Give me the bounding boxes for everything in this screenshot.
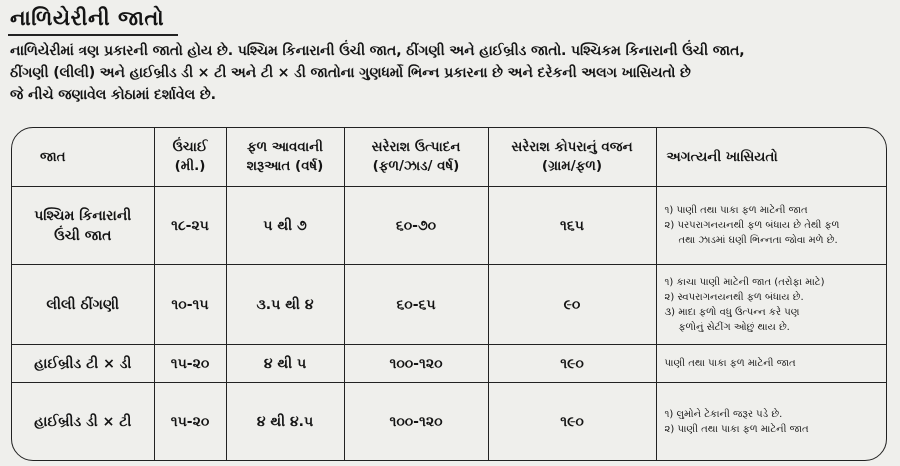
varieties-table-frame: [11, 127, 887, 461]
varieties-table: [12, 128, 886, 460]
cell-copra-weight: ૧૯૦: [488, 383, 656, 461]
cell-features: ૧) લુમોને ટેકાની જરૂર પડે છે. ૨) પાણી તથા પાકા ફળ માટેની જાત: [656, 383, 886, 461]
cell-bearing-start: ૫ થી ૭: [226, 187, 344, 265]
header-features: અગત્યની ખાસિયતો: [656, 128, 886, 187]
table-row: [12, 345, 886, 383]
page-title: નાળિયેરીની જાતો: [10, 6, 165, 30]
intro-line: જે નીચે જણાવેલ કોઠામાં દર્શાવેલ છે.: [10, 87, 216, 103]
header-bearing-start: ફળ આવવાની શરૂઆત (વર્ષ): [226, 128, 344, 187]
header-copra-weight: સરેરાશ કોપરાનું વજન (ગ્રામ/ફળ): [488, 128, 656, 187]
cell-avg-yield: ૬૦-૭૦: [344, 187, 488, 265]
cell-height: ૧૦-૧૫: [154, 265, 226, 345]
cell-bearing-start: ૪ થી ૫: [226, 345, 344, 383]
cell-variety: હાઈબ્રીડ ટી × ડી: [12, 345, 154, 383]
cell-avg-yield: ૧૦૦-૧૨૦: [344, 383, 488, 461]
header-variety: જાત: [12, 128, 154, 187]
cell-avg-yield: ૧૦૦-૧૨૦: [344, 345, 488, 383]
table-row: [12, 265, 886, 345]
cell-height: ૧૮-૨૫: [154, 187, 226, 265]
intro-line: ઠીંગણી (લીલી) અને હાઈબ્રીડ ડી × ટી અને ટી × ડી જાતોના ગુણધર્મો ભિન્ન પ્રકારના છે અને દરેકની અલગ ખાસિયતો છે: [10, 65, 691, 81]
cell-variety: હાઈબ્રીડ ડી × ટી: [12, 383, 154, 461]
cell-features: ૧) કાચા પાણી માટેની જાત (તરોફા માટે) ૨) સ્વપરાગનયનથી ફળ બંધાય છે. ૩) માદા ફળો વધુ ઉત્પન્ન કરે પણ ફળોનું સેટીંગ ઓછું થાય છે.: [656, 265, 886, 345]
intro-paragraph: [10, 40, 892, 106]
cell-avg-yield: ૬૦-૬૫: [344, 265, 488, 345]
table-row: [12, 383, 886, 461]
cell-bearing-start: ૪ થી ૪.૫: [226, 383, 344, 461]
cell-height: ૧૫-૨૦: [154, 383, 226, 461]
cell-features: પાણી તથા પાકા ફળ માટેની જાત: [656, 345, 886, 383]
table-header-row: [12, 128, 886, 187]
cell-variety: લીલી ઠીંગણી: [12, 265, 154, 345]
cell-copra-weight: ૧૯૦: [488, 345, 656, 383]
table-row: [12, 187, 886, 265]
cell-copra-weight: ૯૦: [488, 265, 656, 345]
cell-features: ૧) પાણી તથા પાકા ફળ માટેની જાત ૨) પરપરાગનયનથી ફળ બંધાય છે તેથી ફળ તથા ઝાડમાં ઘણી ભિન્નતા જોવા મળે છે.: [656, 187, 886, 265]
cell-bearing-start: ૩.૫ થી ૪: [226, 265, 344, 345]
header-avg-yield: સરેરાશ ઉત્પાદન (ફળ/ઝાડ/ વર્ષ): [344, 128, 488, 187]
cell-variety: પશ્ચિમ કિનારાની ઉંચી જાત: [12, 187, 154, 265]
title-underline: [8, 34, 178, 36]
header-height: ઉંચાઈ (મી.): [154, 128, 226, 187]
intro-line: નાળિયેરીમાં ત્રણ પ્રકારની જાતો હોય છે. પશ્ચિમ કિનારાની ઉંચી જાત, ઠીંગણી અને હાઈબ્રીડ જાતો. પશ્ચિકમ કિનારાની ઉંચી જાત,: [10, 43, 745, 59]
cell-height: ૧૫-૨૦: [154, 345, 226, 383]
cell-copra-weight: ૧૬૫: [488, 187, 656, 265]
